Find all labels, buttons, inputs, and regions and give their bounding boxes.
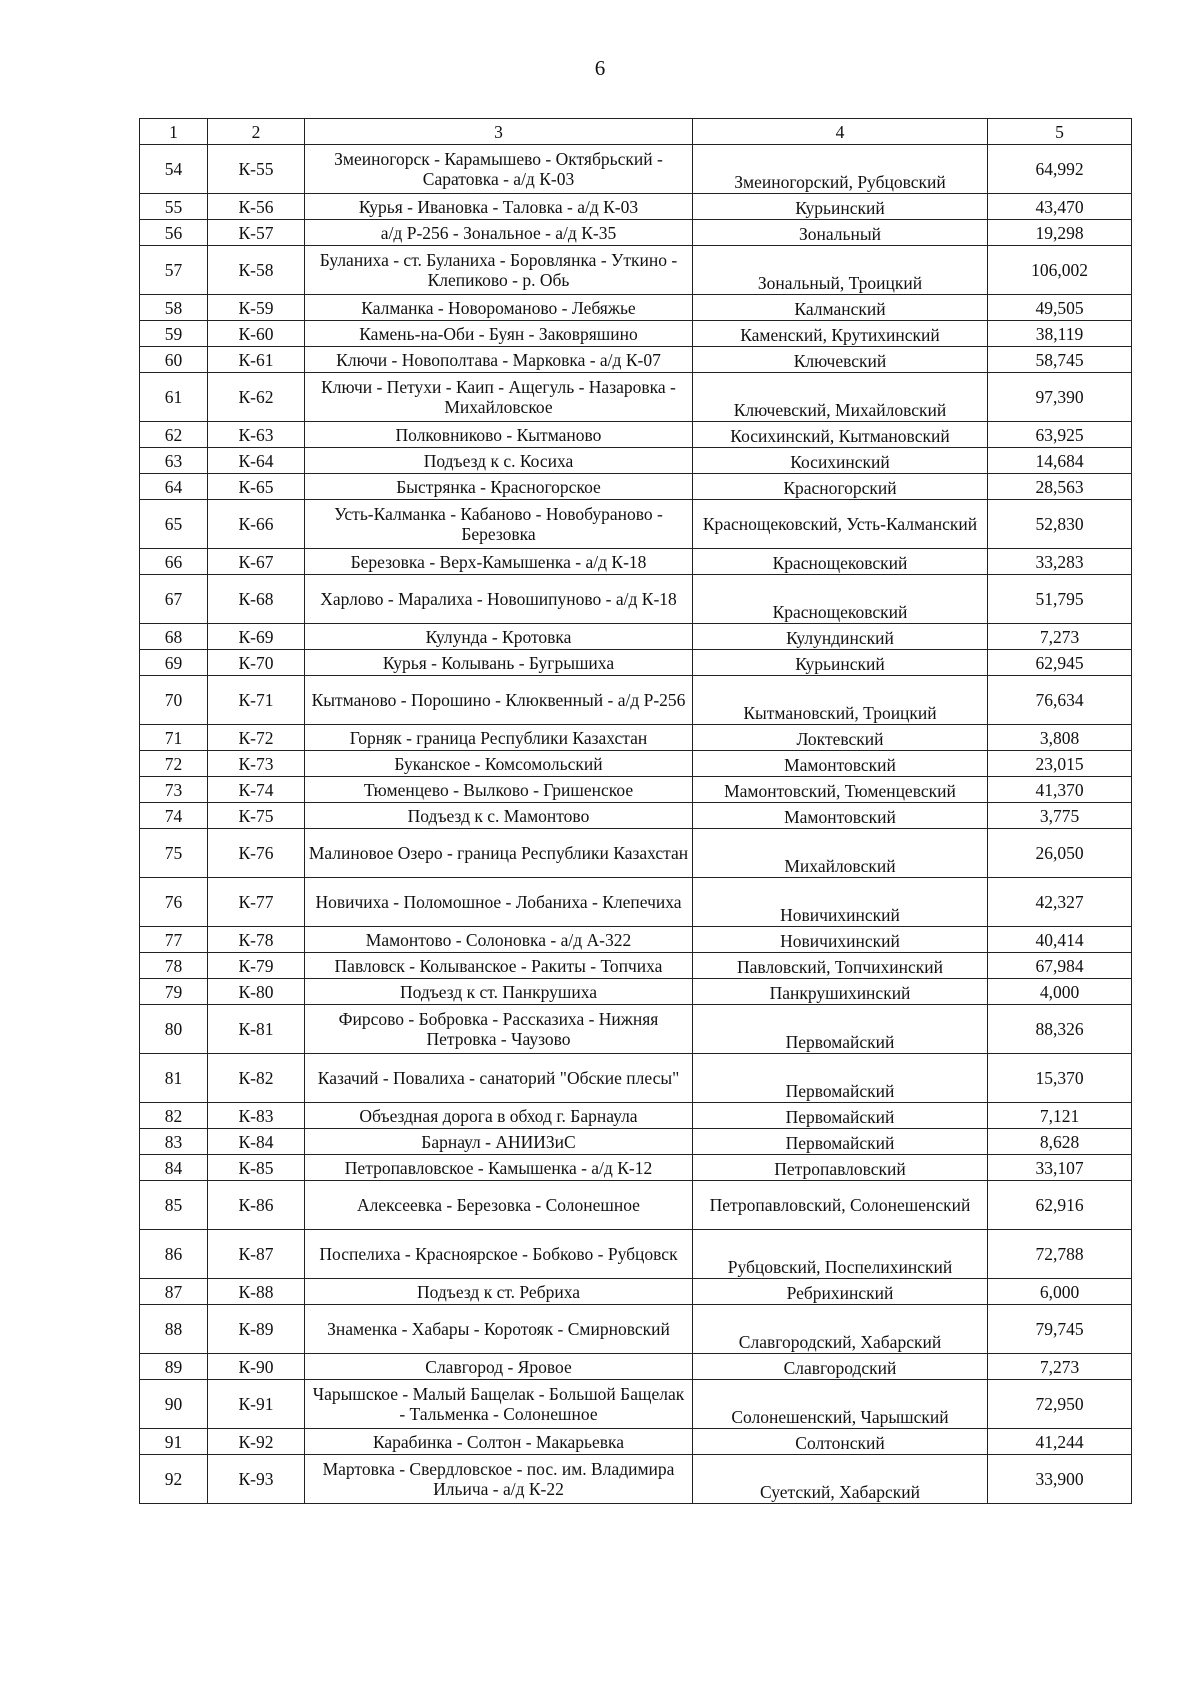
length-km-cell: 7,121 xyxy=(988,1103,1132,1129)
length-km-cell: 63,925 xyxy=(988,422,1132,448)
district-cell: Павловский, Топчихинский xyxy=(693,953,988,979)
district-cell: Славгородский xyxy=(693,1354,988,1380)
table-row xyxy=(140,650,1132,676)
route-name-cell: Буканское - Комсомольский xyxy=(305,751,693,777)
road-code-cell: К-64 xyxy=(208,448,305,474)
route-name-cell: Барнаул - АНИИЗиС xyxy=(305,1129,693,1155)
route-name-cell: Усть-Калманка - Кабаново - Новобураново - Березовка xyxy=(305,500,693,549)
row-number-cell: 92 xyxy=(140,1455,208,1504)
road-code-cell: К-56 xyxy=(208,194,305,220)
table-row xyxy=(140,295,1132,321)
row-number-cell: 60 xyxy=(140,347,208,373)
route-name-cell: Мамонтово - Солоновка - а/д А-322 xyxy=(305,927,693,953)
length-km-cell: 106,002 xyxy=(988,246,1132,295)
table-row xyxy=(140,725,1132,751)
route-name-cell: Полковниково - Кытманово xyxy=(305,422,693,448)
route-name-cell: Тюменцево - Вылково - Гришенское xyxy=(305,777,693,803)
table-row xyxy=(140,373,1132,422)
row-number-cell: 65 xyxy=(140,500,208,549)
road-code-cell: К-84 xyxy=(208,1129,305,1155)
road-code-cell: К-87 xyxy=(208,1230,305,1279)
district-cell: Косихинский, Кытмановский xyxy=(693,422,988,448)
district-cell: Краснощековский, Усть-Калманский xyxy=(693,500,988,549)
row-number-cell: 68 xyxy=(140,624,208,650)
length-km-cell: 15,370 xyxy=(988,1054,1132,1103)
table-row xyxy=(140,751,1132,777)
table-row xyxy=(140,194,1132,220)
length-km-cell: 51,795 xyxy=(988,575,1132,624)
length-km-cell: 3,775 xyxy=(988,803,1132,829)
table-row xyxy=(140,1155,1132,1181)
district-cell: Рубцовский, Поспелихинский xyxy=(693,1230,988,1279)
district-cell: Петропавловский, Солонешенский xyxy=(693,1181,988,1230)
route-name-cell: Змеиногорск - Карамышево - Октябрьский - Саратовка - а/д К-03 xyxy=(305,145,693,194)
row-number-cell: 57 xyxy=(140,246,208,295)
district-cell: Ключевский, Михайловский xyxy=(693,373,988,422)
length-km-cell: 41,244 xyxy=(988,1429,1132,1455)
row-number-cell: 76 xyxy=(140,878,208,927)
route-name-cell: Фирсово - Бобровка - Рассказиха - Нижняя Петровка - Чаузово xyxy=(305,1005,693,1054)
route-name-cell: Чарышское - Малый Бащелак - Большой Бащелак - Тальменка - Солонешное xyxy=(305,1380,693,1429)
row-number-cell: 73 xyxy=(140,777,208,803)
length-km-cell: 67,984 xyxy=(988,953,1132,979)
table-row xyxy=(140,927,1132,953)
route-name-cell: Казачий - Повалиха - санаторий "Обские плесы" xyxy=(305,1054,693,1103)
column-number-2: 2 xyxy=(208,119,305,145)
route-name-cell: Кулунда - Кротовка xyxy=(305,624,693,650)
row-number-cell: 55 xyxy=(140,194,208,220)
route-name-cell: Ключи - Петухи - Каип - Ащегуль - Назаровка - Михайловское xyxy=(305,373,693,422)
length-km-cell: 28,563 xyxy=(988,474,1132,500)
length-km-cell: 88,326 xyxy=(988,1005,1132,1054)
route-name-cell: Петропавловское - Камышенка - а/д К-12 xyxy=(305,1155,693,1181)
road-code-cell: К-75 xyxy=(208,803,305,829)
row-number-cell: 77 xyxy=(140,927,208,953)
road-code-cell: К-70 xyxy=(208,650,305,676)
column-number-4: 4 xyxy=(693,119,988,145)
row-number-cell: 88 xyxy=(140,1305,208,1354)
table-row xyxy=(140,1054,1132,1103)
road-code-cell: К-81 xyxy=(208,1005,305,1054)
road-code-cell: К-59 xyxy=(208,295,305,321)
district-cell: Мамонтовский xyxy=(693,751,988,777)
row-number-cell: 64 xyxy=(140,474,208,500)
road-code-cell: К-77 xyxy=(208,878,305,927)
row-number-cell: 79 xyxy=(140,979,208,1005)
table-row xyxy=(140,953,1132,979)
column-number-3: 3 xyxy=(305,119,693,145)
road-code-cell: К-85 xyxy=(208,1155,305,1181)
route-name-cell: Горняк - граница Республики Казахстан xyxy=(305,725,693,751)
row-number-cell: 66 xyxy=(140,549,208,575)
length-km-cell: 58,745 xyxy=(988,347,1132,373)
district-cell: Славгородский, Хабарский xyxy=(693,1305,988,1354)
table-row xyxy=(140,676,1132,725)
district-cell: Михайловский xyxy=(693,829,988,878)
district-cell: Косихинский xyxy=(693,448,988,474)
route-name-cell: Буланиха - ст. Буланиха - Боровлянка - Уткино - Клепиково - р. Обь xyxy=(305,246,693,295)
length-km-cell: 42,327 xyxy=(988,878,1132,927)
page-number: 6 xyxy=(594,56,606,80)
length-km-cell: 8,628 xyxy=(988,1129,1132,1155)
district-cell: Первомайский xyxy=(693,1054,988,1103)
route-name-cell: Ключи - Новополтава - Марковка - а/д К-07 xyxy=(305,347,693,373)
length-km-cell: 43,470 xyxy=(988,194,1132,220)
district-cell: Змеиногорский, Рубцовский xyxy=(693,145,988,194)
district-cell: Ребрихинский xyxy=(693,1279,988,1305)
row-number-cell: 89 xyxy=(140,1354,208,1380)
length-km-cell: 41,370 xyxy=(988,777,1132,803)
road-code-cell: К-78 xyxy=(208,927,305,953)
length-km-cell: 14,684 xyxy=(988,448,1132,474)
table-row xyxy=(140,624,1132,650)
row-number-cell: 59 xyxy=(140,321,208,347)
table-row xyxy=(140,422,1132,448)
table-row xyxy=(140,474,1132,500)
road-code-cell: К-55 xyxy=(208,145,305,194)
route-name-cell: Малиновое Озеро - граница Республики Казахстан xyxy=(305,829,693,878)
table-row xyxy=(140,979,1132,1005)
length-km-cell: 64,992 xyxy=(988,145,1132,194)
district-cell: Локтевский xyxy=(693,725,988,751)
length-km-cell: 23,015 xyxy=(988,751,1132,777)
length-km-cell: 79,745 xyxy=(988,1305,1132,1354)
road-code-cell: К-58 xyxy=(208,246,305,295)
length-km-cell: 52,830 xyxy=(988,500,1132,549)
district-cell: Новичихинский xyxy=(693,927,988,953)
table-row xyxy=(140,829,1132,878)
row-number-cell: 61 xyxy=(140,373,208,422)
route-name-cell: Карабинка - Солтон - Макарьевка xyxy=(305,1429,693,1455)
route-name-cell: Мартовка - Свердловское - пос. им. Владимира Ильича - а/д К-22 xyxy=(305,1455,693,1504)
row-number-cell: 54 xyxy=(140,145,208,194)
district-cell: Калманский xyxy=(693,295,988,321)
table-row xyxy=(140,246,1132,295)
length-km-cell: 40,414 xyxy=(988,927,1132,953)
road-code-cell: К-63 xyxy=(208,422,305,448)
table-row xyxy=(140,1429,1132,1455)
table-row xyxy=(140,1103,1132,1129)
road-code-cell: К-79 xyxy=(208,953,305,979)
column-number-row xyxy=(140,119,1132,145)
table-row xyxy=(140,803,1132,829)
row-number-cell: 62 xyxy=(140,422,208,448)
table-row xyxy=(140,878,1132,927)
length-km-cell: 4,000 xyxy=(988,979,1132,1005)
district-cell: Зональный, Троицкий xyxy=(693,246,988,295)
road-code-cell: К-62 xyxy=(208,373,305,422)
table-row xyxy=(140,1305,1132,1354)
district-cell: Петропавловский xyxy=(693,1155,988,1181)
row-number-cell: 83 xyxy=(140,1129,208,1155)
row-number-cell: 87 xyxy=(140,1279,208,1305)
district-cell: Панкрушихинский xyxy=(693,979,988,1005)
length-km-cell: 26,050 xyxy=(988,829,1132,878)
route-name-cell: Кытманово - Порошино - Клюквенный - а/д Р-256 xyxy=(305,676,693,725)
road-code-cell: К-88 xyxy=(208,1279,305,1305)
row-number-cell: 91 xyxy=(140,1429,208,1455)
table-row xyxy=(140,1279,1132,1305)
road-code-cell: К-90 xyxy=(208,1354,305,1380)
row-number-cell: 63 xyxy=(140,448,208,474)
row-number-cell: 67 xyxy=(140,575,208,624)
district-cell: Курьинский xyxy=(693,650,988,676)
road-code-cell: К-68 xyxy=(208,575,305,624)
route-name-cell: Поспелиха - Красноярское - Бобково - Рубцовск xyxy=(305,1230,693,1279)
road-code-cell: К-82 xyxy=(208,1054,305,1103)
row-number-cell: 86 xyxy=(140,1230,208,1279)
table-row xyxy=(140,321,1132,347)
district-cell: Краснощековский xyxy=(693,549,988,575)
road-code-cell: К-60 xyxy=(208,321,305,347)
table-row xyxy=(140,1129,1132,1155)
route-name-cell: Подъезд к с. Косиха xyxy=(305,448,693,474)
table-body xyxy=(140,119,1132,1504)
district-cell: Зональный xyxy=(693,220,988,246)
row-number-cell: 81 xyxy=(140,1054,208,1103)
road-code-cell: К-65 xyxy=(208,474,305,500)
district-cell: Солонешенский, Чарышский xyxy=(693,1380,988,1429)
column-number-1: 1 xyxy=(140,119,208,145)
road-code-cell: К-92 xyxy=(208,1429,305,1455)
length-km-cell: 38,119 xyxy=(988,321,1132,347)
table-row xyxy=(140,220,1132,246)
length-km-cell: 97,390 xyxy=(988,373,1132,422)
table-row xyxy=(140,575,1132,624)
row-number-cell: 70 xyxy=(140,676,208,725)
row-number-cell: 85 xyxy=(140,1181,208,1230)
road-code-cell: К-80 xyxy=(208,979,305,1005)
district-cell: Мамонтовский, Тюменцевский xyxy=(693,777,988,803)
road-code-cell: К-67 xyxy=(208,549,305,575)
table-row xyxy=(140,1354,1132,1380)
road-code-cell: К-89 xyxy=(208,1305,305,1354)
route-name-cell: Курья - Ивановка - Таловка - а/д К-03 xyxy=(305,194,693,220)
road-code-cell: К-83 xyxy=(208,1103,305,1129)
table-row xyxy=(140,347,1132,373)
district-cell: Краснощековский xyxy=(693,575,988,624)
length-km-cell: 33,900 xyxy=(988,1455,1132,1504)
route-name-cell: Камень-на-Оби - Буян - Заковряшино xyxy=(305,321,693,347)
length-km-cell: 7,273 xyxy=(988,1354,1132,1380)
row-number-cell: 78 xyxy=(140,953,208,979)
road-list-table xyxy=(139,118,1132,1504)
district-cell: Кытмановский, Троицкий xyxy=(693,676,988,725)
route-name-cell: Алексеевка - Березовка - Солонешное xyxy=(305,1181,693,1230)
length-km-cell: 7,273 xyxy=(988,624,1132,650)
length-km-cell: 62,945 xyxy=(988,650,1132,676)
row-number-cell: 74 xyxy=(140,803,208,829)
route-name-cell: Подъезд к ст. Ребриха xyxy=(305,1279,693,1305)
route-name-cell: Знаменка - Хабары - Коротояк - Смирновский xyxy=(305,1305,693,1354)
table-row xyxy=(140,549,1132,575)
table-row xyxy=(140,777,1132,803)
row-number-cell: 58 xyxy=(140,295,208,321)
length-km-cell: 76,634 xyxy=(988,676,1132,725)
district-cell: Каменский, Крутихинский xyxy=(693,321,988,347)
length-km-cell: 72,788 xyxy=(988,1230,1132,1279)
row-number-cell: 82 xyxy=(140,1103,208,1129)
district-cell: Первомайский xyxy=(693,1005,988,1054)
road-code-cell: К-66 xyxy=(208,500,305,549)
road-code-cell: К-91 xyxy=(208,1380,305,1429)
length-km-cell: 62,916 xyxy=(988,1181,1132,1230)
route-name-cell: Калманка - Новороманово - Лебяжье xyxy=(305,295,693,321)
district-cell: Мамонтовский xyxy=(693,803,988,829)
table-row xyxy=(140,1230,1132,1279)
district-cell: Первомайский xyxy=(693,1129,988,1155)
column-number-5: 5 xyxy=(988,119,1132,145)
row-number-cell: 71 xyxy=(140,725,208,751)
length-km-cell: 6,000 xyxy=(988,1279,1132,1305)
route-name-cell: Харлово - Маралиха - Новошипуново - а/д К-18 xyxy=(305,575,693,624)
road-code-cell: К-76 xyxy=(208,829,305,878)
district-cell: Первомайский xyxy=(693,1103,988,1129)
row-number-cell: 75 xyxy=(140,829,208,878)
table-row xyxy=(140,448,1132,474)
row-number-cell: 90 xyxy=(140,1380,208,1429)
table-row xyxy=(140,500,1132,549)
table-row xyxy=(140,1005,1132,1054)
row-number-cell: 69 xyxy=(140,650,208,676)
road-code-cell: К-72 xyxy=(208,725,305,751)
row-number-cell: 56 xyxy=(140,220,208,246)
district-cell: Красногорский xyxy=(693,474,988,500)
route-name-cell: Подъезд к ст. Панкрушиха xyxy=(305,979,693,1005)
road-code-cell: К-93 xyxy=(208,1455,305,1504)
route-name-cell: Объездная дорога в обход г. Барнаула xyxy=(305,1103,693,1129)
route-name-cell: Славгород - Яровое xyxy=(305,1354,693,1380)
row-number-cell: 84 xyxy=(140,1155,208,1181)
route-name-cell: Березовка - Верх-Камышенка - а/д К-18 xyxy=(305,549,693,575)
district-cell: Ключевский xyxy=(693,347,988,373)
table-row xyxy=(140,145,1132,194)
route-name-cell: Павловск - Колыванское - Ракиты - Топчиха xyxy=(305,953,693,979)
district-cell: Солтонский xyxy=(693,1429,988,1455)
road-code-cell: К-71 xyxy=(208,676,305,725)
road-code-cell: К-86 xyxy=(208,1181,305,1230)
length-km-cell: 3,808 xyxy=(988,725,1132,751)
route-name-cell: Новичиха - Поломошное - Лобаниха - Клепечиха xyxy=(305,878,693,927)
road-code-cell: К-73 xyxy=(208,751,305,777)
route-name-cell: Быстрянка - Красногорское xyxy=(305,474,693,500)
table-row xyxy=(140,1455,1132,1504)
row-number-cell: 72 xyxy=(140,751,208,777)
road-code-cell: К-69 xyxy=(208,624,305,650)
road-code-cell: К-61 xyxy=(208,347,305,373)
table-row xyxy=(140,1380,1132,1429)
route-name-cell: Курья - Колывань - Бугрышиха xyxy=(305,650,693,676)
road-code-cell: К-74 xyxy=(208,777,305,803)
length-km-cell: 33,107 xyxy=(988,1155,1132,1181)
length-km-cell: 19,298 xyxy=(988,220,1132,246)
district-cell: Кулундинский xyxy=(693,624,988,650)
district-cell: Суетский, Хабарский xyxy=(693,1455,988,1504)
row-number-cell: 80 xyxy=(140,1005,208,1054)
length-km-cell: 72,950 xyxy=(988,1380,1132,1429)
route-name-cell: а/д Р-256 - Зональное - а/д К-35 xyxy=(305,220,693,246)
district-cell: Курьинский xyxy=(693,194,988,220)
district-cell: Новичихинский xyxy=(693,878,988,927)
table-row xyxy=(140,1181,1132,1230)
route-name-cell: Подъезд к с. Мамонтово xyxy=(305,803,693,829)
length-km-cell: 49,505 xyxy=(988,295,1132,321)
road-code-cell: К-57 xyxy=(208,220,305,246)
length-km-cell: 33,283 xyxy=(988,549,1132,575)
